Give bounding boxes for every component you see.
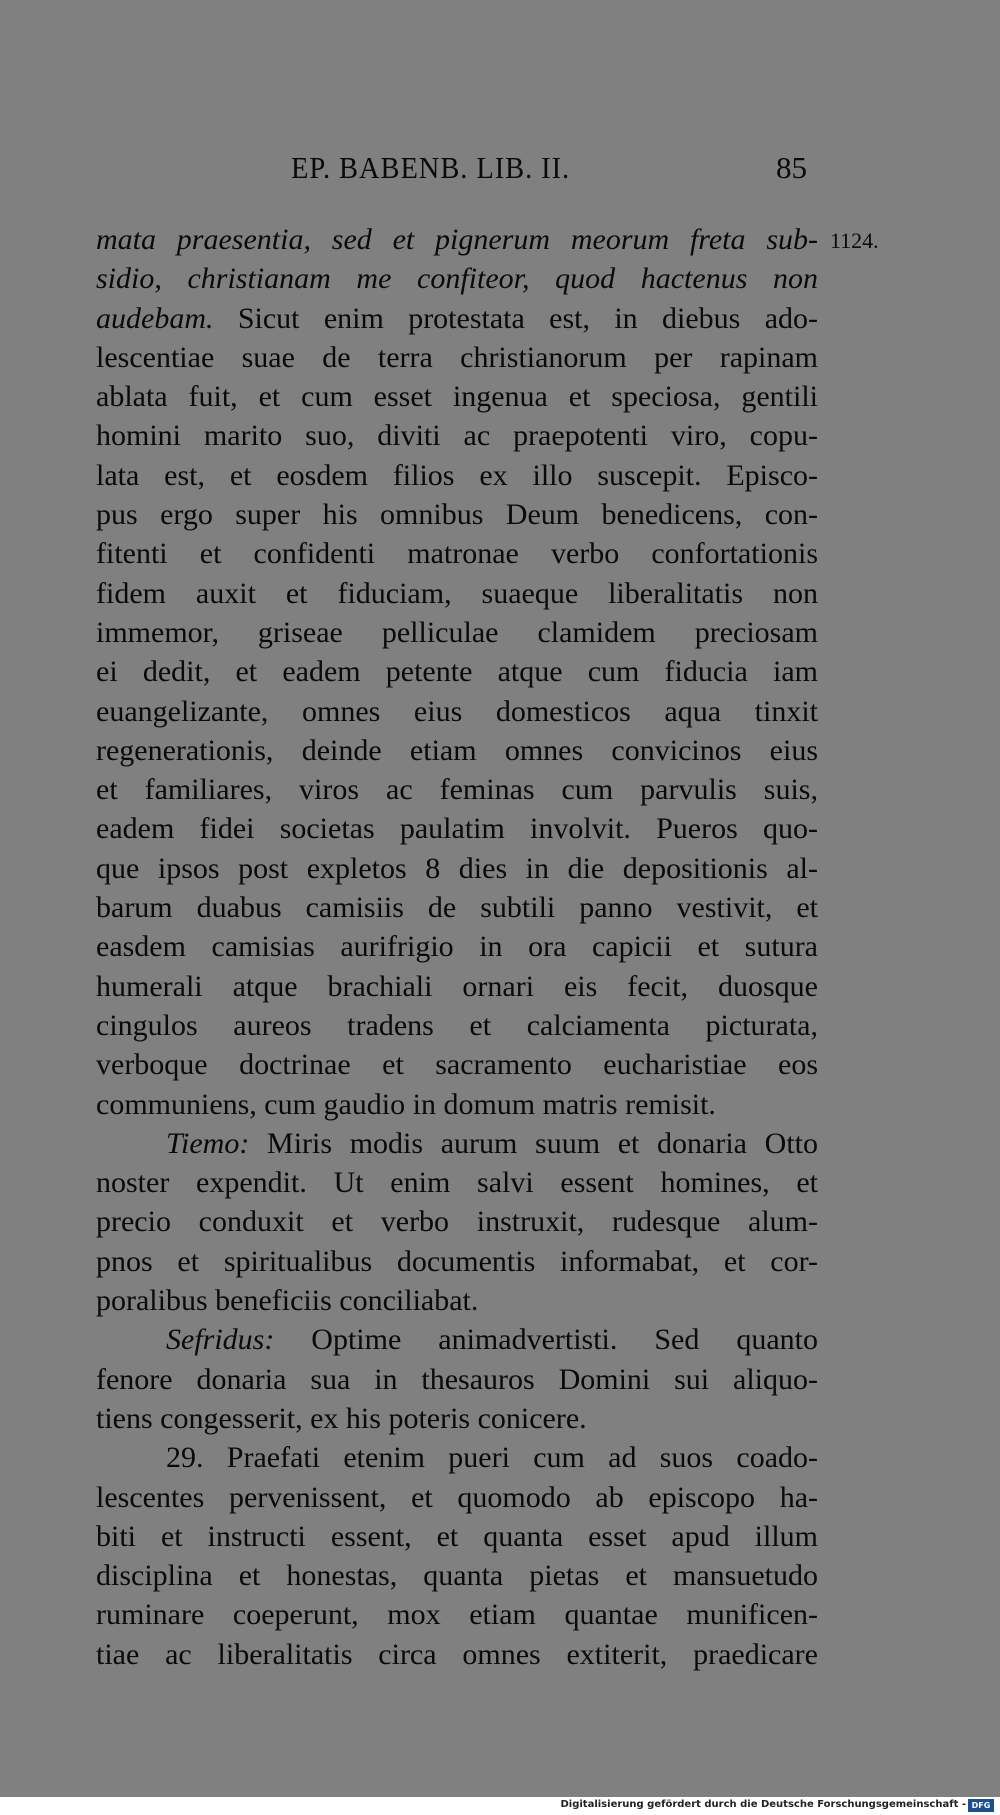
funding-credit: Digitalisierung gefördert durch die Deutsche Forschungsgemeinschaft -: [560, 1799, 966, 1810]
line-segment: Miris modis aurum suum et donaria Otto: [249, 1126, 818, 1160]
speaker-label: audebam.: [96, 301, 214, 335]
text-line: precio conduxit et verbo instruxit, rudesque alum-: [96, 1205, 818, 1239]
text-line: pnos et spiritualibus documentis informabat, et cor-: [96, 1244, 818, 1278]
text-line: fitenti et confidenti matronae verbo confortationis: [96, 537, 818, 571]
text-line: poralibus beneficiis conciliabat.: [96, 1284, 479, 1318]
text-line: et familiares, viros ac feminas cum parvulis suis,: [96, 773, 818, 807]
margin-year-note: 1124.: [830, 228, 879, 253]
text-line: ablata fuit, et cum esset ingenua et speciosa, gentili: [96, 380, 818, 414]
body-text: [96, 220, 818, 1674]
running-title: EP. BABENB. LIB. II.: [291, 150, 571, 185]
text-line: fidem auxit et fiduciam, suaeque liberalitatis non: [96, 576, 818, 610]
text-line: 29. Praefati etenim pueri cum ad suos coado-: [166, 1441, 818, 1475]
text-line: homini marito suo, diviti ac praepotenti viro, copu-: [96, 419, 818, 453]
text-line: immemor, griseae pelliculae clamidem preciosam: [96, 615, 818, 649]
text-line: ei dedit, et eadem petente atque cum fiducia iam: [96, 655, 818, 689]
text-line: euangelizante, omnes eius domesticos aqua tinxit: [96, 694, 818, 728]
text-line: [96, 1124, 818, 1163]
line-segment: Optime animadvertisti. Sed quanto: [274, 1323, 818, 1357]
text-line: fenore donaria sua in thesauros Domini sui aliquo-: [96, 1362, 818, 1396]
text-line: pus ergo super his omnibus Deum benedicens, con-: [96, 498, 818, 532]
line-segment: Sicut enim protestata est, in diebus ado-: [213, 301, 818, 335]
text-line: communiens, cum gaudio in domum matris remisit.: [96, 1087, 716, 1121]
text-line: eadem fidei societas paulatim involvit. Pueros quo-: [96, 812, 818, 846]
text-line: [96, 299, 818, 338]
footer-bar: [0, 1797, 1000, 1815]
speaker-label: Tiemo:: [166, 1126, 250, 1160]
text-line: verboque doctrinae et sacramento eucharistiae eos: [96, 1048, 818, 1082]
text-line: humerali atque brachiali ornari eis fecit, duosque: [96, 969, 818, 1003]
text-line: disciplina et honestas, quanta pietas et mansuetudo: [96, 1559, 818, 1593]
speaker-label: Sefridus:: [166, 1323, 275, 1357]
dfg-logo: DFG: [968, 1799, 994, 1812]
text-line: lescentiae suae de terra christianorum per rapinam: [96, 340, 818, 374]
text-line: easdem camisias aurifrigio in ora capicii et sutura: [96, 930, 818, 964]
text-line: que ipsos post expletos 8 dies in die depositionis al-: [96, 851, 818, 885]
text-line: sidio, christianam me confiteor, quod hactenus non: [96, 262, 818, 296]
text-line: lescentes pervenissent, et quomodo ab episcopo ha-: [96, 1480, 818, 1514]
text-line: biti et instructi essent, et quanta esset apud illum: [96, 1519, 818, 1553]
text-line: tiens congesserit, ex his poteris conicere.: [96, 1401, 587, 1435]
text-line: [96, 1320, 818, 1359]
text-line: barum duabus camisiis de subtili panno vestivit, et: [96, 891, 818, 925]
text-line: lata est, et eosdem filios ex illo suscepit. Episco-: [96, 458, 818, 492]
text-line: cingulos aureos tradens et calciamenta picturata,: [96, 1008, 818, 1042]
page-number: 85: [776, 150, 807, 185]
text-line: regenerationis, deinde etiam omnes convicinos eius: [96, 733, 818, 767]
text-line: mata praesentia, sed et pignerum meorum freta sub-: [96, 223, 818, 256]
text-line: tiae ac liberalitatis circa omnes extiterit, praedicare: [96, 1637, 818, 1671]
text-line: ruminare coeperunt, mox etiam quantae munificen-: [96, 1598, 818, 1632]
page-header: [0, 150, 1000, 194]
text-line: noster expendit. Ut enim salvi essent homines, et: [96, 1166, 818, 1200]
